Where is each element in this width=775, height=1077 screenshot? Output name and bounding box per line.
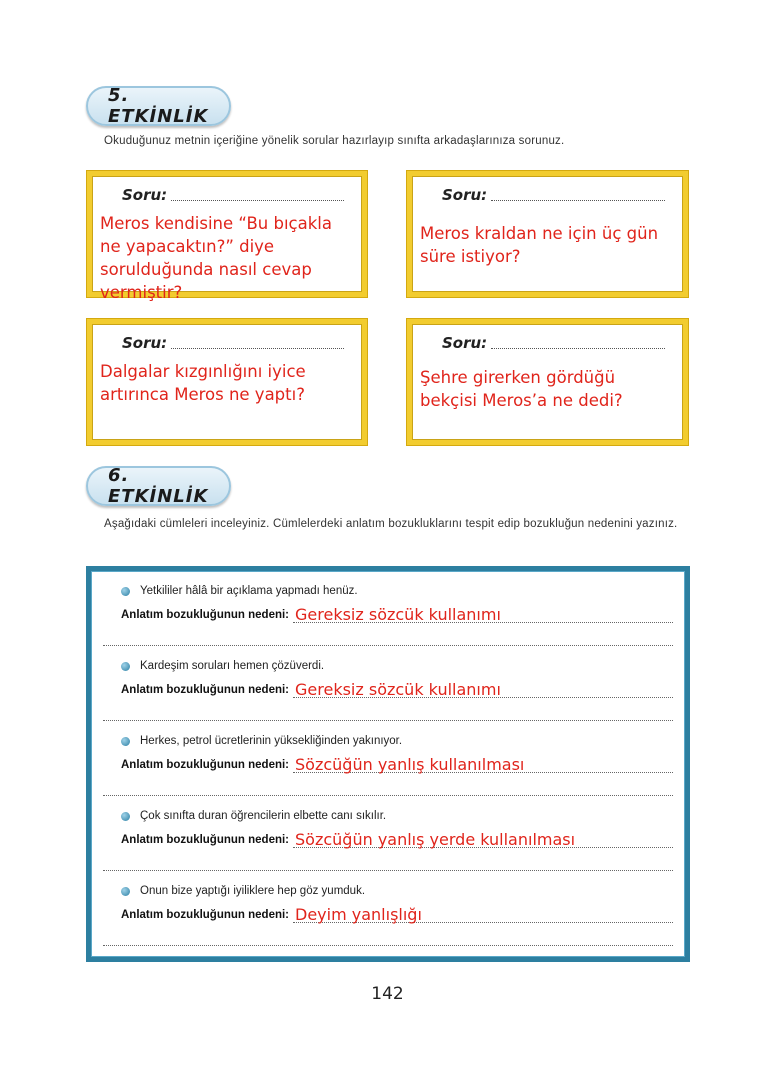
question-box-3 (86, 318, 368, 446)
answer-line (293, 829, 673, 848)
list-item (91, 796, 685, 872)
item-reason (121, 680, 673, 698)
question-header (442, 334, 665, 352)
bullet-icon (121, 662, 130, 671)
question-answer: Şehre girerken gördüğü bekçisi Meros’a ne dedi? (420, 368, 623, 410)
item-reason (121, 830, 673, 848)
list-item (91, 871, 685, 947)
page-number: 142 (371, 984, 404, 1004)
answer-line (293, 604, 673, 623)
activity-5-title-text: 5. ETKİNLİK (108, 85, 209, 127)
dotted-line (491, 200, 665, 201)
answer-line (293, 679, 673, 698)
question-label: Soru: (442, 334, 488, 352)
bullet-icon (121, 587, 130, 596)
dotted-line (171, 200, 344, 201)
reason-answer: Gereksiz sözcük kullanımı (295, 605, 501, 624)
answer-line (293, 754, 673, 773)
bullet-icon (121, 812, 130, 821)
question-box-2 (406, 170, 689, 298)
reason-label: Anlatım bozukluğunun nedeni: (121, 834, 290, 846)
reason-answer: Sözcüğün yanlış yerde kullanılması (295, 830, 576, 849)
item-reason (121, 605, 673, 623)
item-reason (121, 905, 673, 923)
activity-6-title-text: 6. ETKİNLİK (108, 465, 209, 507)
activity-5-instruction: Okuduğunuz metnin içeriğine yönelik sorular hazırlayıp sınıfta arkadaşlarınıza sorunuz. (104, 135, 565, 147)
question-header (442, 186, 665, 204)
list-item (91, 646, 685, 722)
sentence-text: Çok sınıfta duran öğrencilerin elbette canı sıkılır. (140, 810, 387, 822)
dotted-line (491, 348, 665, 349)
sentence-text: Herkes, petrol ücretlerinin yüksekliğinden yakınıyor. (140, 735, 403, 747)
reason-answer: Sözcüğün yanlış kullanılması (295, 755, 525, 774)
sentence-text: Onun bize yaptığı iyiliklere hep göz yumduk. (140, 885, 366, 897)
item-sentence (121, 885, 365, 897)
list-item (91, 721, 685, 797)
question-label: Soru: (442, 186, 488, 204)
item-sentence (121, 660, 324, 672)
activity-6-instruction: Aşağıdaki cümleleri inceleyiniz. Cümlelerdeki anlatım bozukluklarını tespit edip bozukluğun nedenini yazınız. (104, 518, 678, 530)
bullet-icon (121, 887, 130, 896)
question-header (122, 186, 344, 204)
sentence-text: Yetkililer hâlâ bir açıklama yapmadı henüz. (140, 585, 358, 597)
item-sentence (121, 585, 358, 597)
reason-answer: Deyim yanlışlığı (295, 905, 422, 924)
sentence-text: Kardeşim soruları hemen çözüverdi. (140, 660, 325, 672)
activity-5-title (86, 86, 231, 126)
question-label: Soru: (122, 334, 168, 352)
question-answer: Meros kendisine “Bu bıçakla ne yapacaktın?” diye sorulduğunda nasıl cevap vermiştir? (100, 214, 332, 302)
item-reason (121, 755, 673, 773)
reason-answer: Gereksiz sözcük kullanımı (295, 680, 501, 699)
reason-label: Anlatım bozukluğunun nedeni: (121, 909, 290, 921)
dotted-line (171, 348, 344, 349)
sentence-list (86, 566, 690, 962)
reason-label: Anlatım bozukluğunun nedeni: (121, 684, 290, 696)
item-sentence (121, 810, 386, 822)
question-label: Soru: (122, 186, 168, 204)
question-answer: Dalgalar kızgınlığını iyice artırınca Meros ne yaptı? (100, 362, 306, 404)
reason-label: Anlatım bozukluğunun nedeni: (121, 759, 290, 771)
dotted-line (103, 945, 673, 946)
question-box-1 (86, 170, 368, 302)
question-answer: Meros kraldan ne için üç gün süre istiyor? (420, 224, 659, 266)
item-sentence (121, 735, 402, 747)
activity-6-title (86, 466, 231, 506)
question-box-4 (406, 318, 689, 446)
list-item (91, 571, 685, 647)
question-header (122, 334, 344, 352)
bullet-icon (121, 737, 130, 746)
answer-line (293, 904, 673, 923)
reason-label: Anlatım bozukluğunun nedeni: (121, 609, 290, 621)
